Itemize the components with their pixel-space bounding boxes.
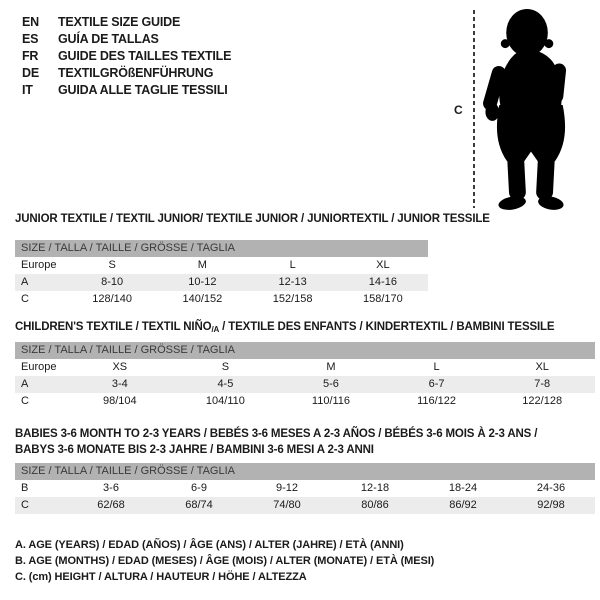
- language-row: [22, 48, 231, 65]
- language-code: FR: [22, 49, 39, 63]
- language-code: DE: [22, 66, 39, 80]
- language-row: [22, 31, 231, 48]
- row-label-cell: Europe: [21, 361, 57, 373]
- size-header-bar: SIZE / TALLA / TAILLE / GRÖSSE / TAGLIA: [15, 342, 595, 359]
- table-row: [15, 257, 428, 274]
- size-cell: L: [433, 361, 440, 373]
- language-title: GUIDE DES TAILLES TEXTILE: [58, 49, 232, 63]
- language-code: EN: [22, 15, 39, 29]
- value-cell: 68/74: [155, 497, 243, 514]
- value-cell: 18-24: [448, 482, 478, 494]
- value-cell: 12-13: [248, 274, 338, 291]
- babies-size-table: [15, 463, 595, 514]
- babies-title-line2: BABYS 3-6 MONATE BIS 2-3 JAHRE / BAMBINI 3-6 MESI A 2-3 ANNI: [15, 444, 374, 456]
- table-row: [15, 393, 595, 410]
- value-cell: 8-10: [67, 274, 157, 291]
- value-cell: 6-9: [191, 482, 207, 494]
- table-row: [15, 274, 428, 291]
- value-cell: 62/68: [67, 497, 155, 514]
- size-header-bar: SIZE / TALLA / TAILLE / GRÖSSE / TAGLIA: [15, 463, 595, 480]
- height-dashed-line: [473, 10, 475, 208]
- table-row: [15, 376, 595, 393]
- language-title: GUÍA DE TALLAS: [58, 32, 159, 46]
- value-cell: 122/128: [522, 395, 563, 407]
- size-header-row: [15, 342, 595, 359]
- language-row: [22, 82, 231, 99]
- babies-table-title: [15, 426, 537, 458]
- language-code: IT: [22, 83, 33, 97]
- table-row: [15, 291, 428, 308]
- row-label-cell: B: [21, 482, 29, 494]
- value-cell: 10-12: [157, 274, 247, 291]
- size-cell: M: [197, 259, 207, 271]
- language-row: [22, 65, 231, 82]
- footnote-c: C. (cm) HEIGHT / ALTURA / HAUTEUR / HÖHE / ALTEZZA: [15, 571, 307, 583]
- value-cell: 110/116: [311, 395, 351, 407]
- value-cell: 92/98: [507, 497, 595, 514]
- value-cell: 74/80: [243, 497, 331, 514]
- value-cell: 86/92: [419, 497, 507, 514]
- children-title-subscript: /A: [211, 325, 220, 334]
- baby-silhouette-icon: [481, 6, 581, 214]
- value-cell: 14-16: [338, 274, 428, 291]
- value-cell: 116/122: [417, 395, 457, 407]
- value-cell: 152/158: [272, 293, 313, 305]
- junior-size-table: [15, 240, 428, 308]
- row-label-cell: A: [15, 376, 67, 393]
- value-cell: 4-5: [173, 376, 279, 393]
- language-title: TEXTILE SIZE GUIDE: [58, 15, 181, 29]
- children-title-suffix: / TEXTILE DES ENFANTS / KINDERTEXTIL / BAMBINI TESSILE: [219, 321, 555, 333]
- size-cell: M: [326, 361, 336, 373]
- language-title: GUIDA ALLE TAGLIE TESSILI: [58, 83, 228, 97]
- size-header-row: [15, 240, 428, 257]
- row-label-cell: C: [21, 395, 29, 407]
- size-header-bar: SIZE / TALLA / TAILLE / GRÖSSE / TAGLIA: [15, 240, 428, 257]
- value-cell: 24-36: [536, 482, 566, 494]
- value-cell: 7-8: [489, 376, 595, 393]
- table-row: [15, 480, 595, 497]
- size-cell: S: [221, 361, 230, 373]
- footnote-b: B. AGE (MONTHS) / EDAD (MESES) / ÂGE (MOIS) / ALTER (MONATE) / ETÀ (MESI): [15, 555, 435, 567]
- junior-table-title: JUNIOR TEXTILE / TEXTIL JUNIOR/ TEXTILE JUNIOR / JUNIORTEXTIL / JUNIOR TESSILE: [15, 213, 490, 225]
- value-cell: 158/170: [362, 293, 403, 305]
- children-table-title: [15, 321, 554, 334]
- language-title-list: [22, 14, 231, 99]
- size-cell: XS: [112, 361, 128, 373]
- size-cell: L: [289, 259, 296, 271]
- row-label-cell: A: [15, 274, 67, 291]
- value-cell: 128/140: [92, 293, 132, 305]
- value-cell: 104/110: [205, 395, 245, 407]
- measure-footnotes: [15, 537, 434, 585]
- value-cell: 80/86: [331, 497, 419, 514]
- children-size-table: [15, 342, 595, 410]
- footnote-a: A. AGE (YEARS) / EDAD (AÑOS) / ÂGE (ANS) / ALTER (JAHRE) / ETÀ (ANNI): [15, 539, 404, 551]
- row-label-cell: C: [21, 293, 29, 305]
- value-cell: 12-18: [360, 482, 390, 494]
- value-cell: 3-6: [103, 482, 119, 494]
- height-measure-label: C: [454, 103, 463, 117]
- babies-title-line1: BABIES 3-6 MONTH TO 2-3 YEARS / BEBÉS 3-6 MESES A 2-3 AÑOS / BÉBÉS 3-6 MOIS À 2-3 ANS /: [15, 428, 538, 440]
- row-label-cell: Europe: [21, 259, 57, 271]
- value-cell: 3-4: [67, 376, 173, 393]
- children-title-prefix: CHILDREN'S TEXTILE / TEXTIL NIÑO: [15, 321, 212, 333]
- size-header-row: [15, 463, 595, 480]
- size-cell: XL: [535, 361, 549, 373]
- language-code: ES: [22, 32, 39, 46]
- table-row: [15, 359, 595, 376]
- value-cell: 98/104: [102, 395, 137, 407]
- table-row: [15, 497, 595, 514]
- value-cell: 5-6: [278, 376, 384, 393]
- language-title: TEXTILGRÖßENFÜHRUNG: [58, 66, 214, 80]
- value-cell: 140/152: [182, 293, 223, 305]
- size-cell: S: [108, 259, 116, 271]
- value-cell: 6-7: [384, 376, 490, 393]
- size-cell: XL: [376, 259, 390, 271]
- value-cell: 9-12: [275, 482, 299, 494]
- language-row: [22, 14, 231, 31]
- row-label-cell: C: [15, 497, 67, 514]
